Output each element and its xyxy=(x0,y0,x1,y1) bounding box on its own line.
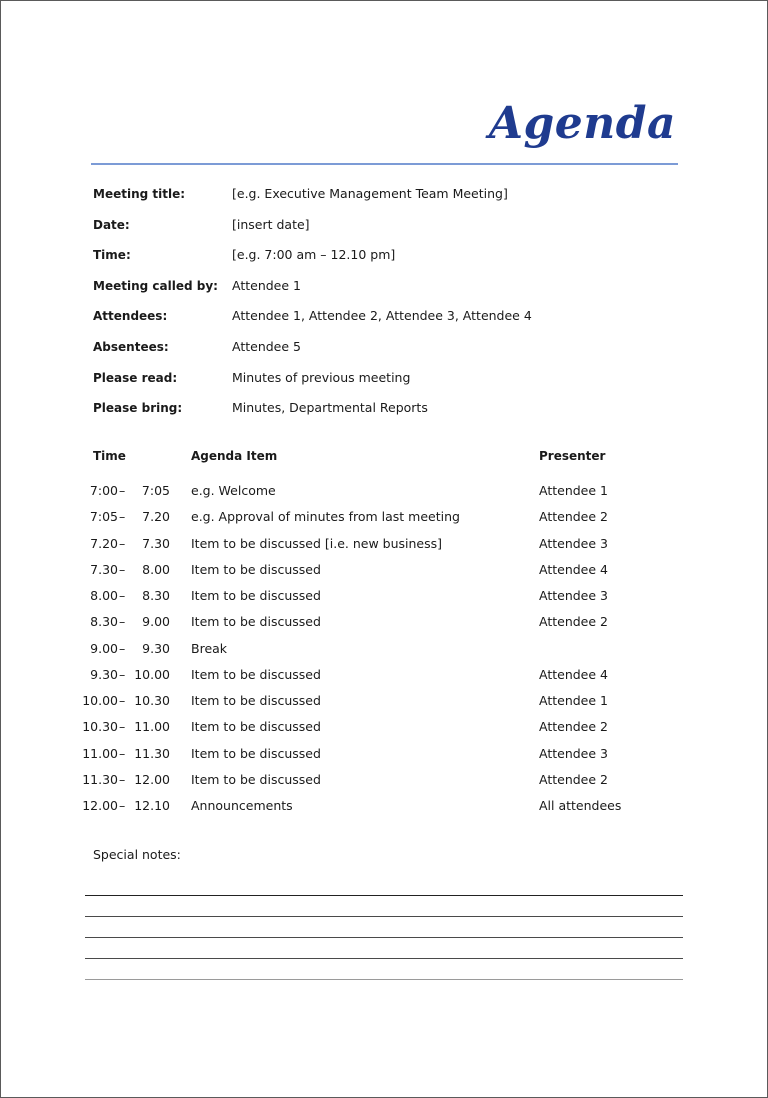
table-row xyxy=(0,481,768,501)
table-row xyxy=(0,586,768,606)
time-end: 7:05 xyxy=(141,483,170,498)
meta-value: [e.g. 7:00 am – 12.10 pm] xyxy=(232,247,396,262)
time-start: 7:00 xyxy=(89,483,118,498)
special-notes-label: Special notes: xyxy=(93,847,181,862)
time-start: 12.00 xyxy=(82,798,118,813)
table-row xyxy=(0,507,768,527)
meta-value: Minutes, Departmental Reports xyxy=(232,400,428,415)
time-separator: – xyxy=(119,771,126,787)
time-start: 9.00 xyxy=(90,640,118,656)
column-header-presenter: Presenter xyxy=(539,449,606,463)
time-end: 9.00 xyxy=(142,614,170,630)
time-end: 7.30 xyxy=(142,535,170,551)
meta-value: Attendee 1, Attendee 2, Attendee 3, Attendee 4 xyxy=(232,308,532,323)
time-separator: – xyxy=(119,745,126,761)
time-separator: – xyxy=(119,798,126,813)
time-start: 10.30 xyxy=(82,719,118,735)
presenter: Attendee 1 xyxy=(539,693,608,708)
notes-line xyxy=(85,958,683,959)
agenda-item: Announcements xyxy=(191,798,293,813)
time-end: 10.00 xyxy=(134,666,170,682)
time-end: 10.30 xyxy=(134,693,170,708)
presenter: Attendee 3 xyxy=(539,588,608,603)
time-start: 11.00 xyxy=(82,745,118,761)
document-title: Agenda xyxy=(488,98,676,149)
presenter: Attendee 2 xyxy=(539,509,608,525)
time-separator: – xyxy=(119,640,126,656)
presenter: All attendees xyxy=(539,798,622,813)
time-separator: – xyxy=(119,614,126,630)
time-end: 11.00 xyxy=(134,719,170,735)
time-start: 7:05 xyxy=(89,509,118,525)
meta-label: Please read: xyxy=(93,371,178,385)
time-end: 8.30 xyxy=(142,588,170,603)
time-separator: – xyxy=(119,509,126,525)
agenda-item: Item to be discussed xyxy=(191,588,321,603)
agenda-item: Item to be discussed xyxy=(191,771,321,787)
time-start: 8.30 xyxy=(90,614,118,630)
table-row xyxy=(0,744,768,764)
presenter: Attendee 3 xyxy=(539,535,608,551)
time-start: 7.30 xyxy=(90,561,118,577)
time-separator: – xyxy=(119,693,126,708)
table-row xyxy=(0,770,768,790)
table-row xyxy=(0,717,768,737)
time-end: 7.20 xyxy=(142,509,170,525)
agenda-item: Break xyxy=(191,640,228,656)
presenter: Attendee 2 xyxy=(539,771,608,787)
time-separator: – xyxy=(119,588,126,603)
time-separator: – xyxy=(119,561,126,577)
table-row xyxy=(0,612,768,632)
time-start: 10.00 xyxy=(82,693,118,708)
time-end: 9.30 xyxy=(142,640,170,656)
meta-label: Meeting called by: xyxy=(93,279,218,293)
notes-line xyxy=(85,937,683,938)
presenter: Attendee 4 xyxy=(539,666,608,682)
time-end: 11.30 xyxy=(134,745,170,761)
table-row xyxy=(0,665,768,685)
meta-value: Minutes of previous meeting xyxy=(232,370,411,385)
notes-line xyxy=(85,979,683,980)
meta-label: Time: xyxy=(93,248,131,262)
meta-label: Please bring: xyxy=(93,401,183,415)
agenda-item: Item to be discussed xyxy=(191,666,321,682)
agenda-item: Item to be discussed xyxy=(191,561,321,577)
time-start: 9.30 xyxy=(90,666,118,682)
meta-label: Attendees: xyxy=(93,309,168,323)
presenter: Attendee 2 xyxy=(539,614,608,630)
presenter: Attendee 4 xyxy=(539,561,608,577)
time-separator: – xyxy=(119,483,126,498)
column-header-agenda-item: Agenda Item xyxy=(191,449,278,463)
time-start: 7.20 xyxy=(90,535,118,551)
presenter: Attendee 1 xyxy=(539,483,608,498)
agenda-item: Item to be discussed xyxy=(191,693,321,708)
table-row xyxy=(0,691,768,711)
agenda-item: Item to be discussed xyxy=(191,614,321,630)
title-underline xyxy=(91,163,678,165)
table-row xyxy=(0,560,768,580)
meta-value: [insert date] xyxy=(232,217,310,232)
time-start: 8.00 xyxy=(90,588,118,603)
time-start: 11.30 xyxy=(82,771,118,787)
meta-label: Meeting title: xyxy=(93,187,186,201)
meta-value: [e.g. Executive Management Team Meeting] xyxy=(232,186,508,201)
agenda-item: Item to be discussed xyxy=(191,745,321,761)
time-end: 12.10 xyxy=(134,798,170,813)
table-row xyxy=(0,534,768,554)
notes-line xyxy=(85,895,683,896)
table-row xyxy=(0,796,768,816)
notes-line xyxy=(85,916,683,917)
meta-label: Absentees: xyxy=(93,340,169,354)
agenda-item: Item to be discussed [i.e. new business] xyxy=(191,535,443,551)
presenter: Attendee 3 xyxy=(539,745,608,761)
time-end: 12.00 xyxy=(134,771,170,787)
table-row xyxy=(0,639,768,659)
column-header-time: Time xyxy=(93,449,126,463)
time-separator: – xyxy=(119,535,126,551)
time-separator: – xyxy=(119,666,126,682)
presenter: Attendee 2 xyxy=(539,719,608,735)
meta-label: Date: xyxy=(93,218,130,232)
agenda-item: Item to be discussed xyxy=(191,719,321,735)
agenda-item: e.g. Welcome xyxy=(191,483,276,498)
time-separator: – xyxy=(119,719,126,735)
agenda-item: e.g. Approval of minutes from last meeting xyxy=(191,509,460,525)
meta-value: Attendee 5 xyxy=(232,339,301,354)
time-end: 8.00 xyxy=(142,561,170,577)
meta-value: Attendee 1 xyxy=(232,278,301,293)
